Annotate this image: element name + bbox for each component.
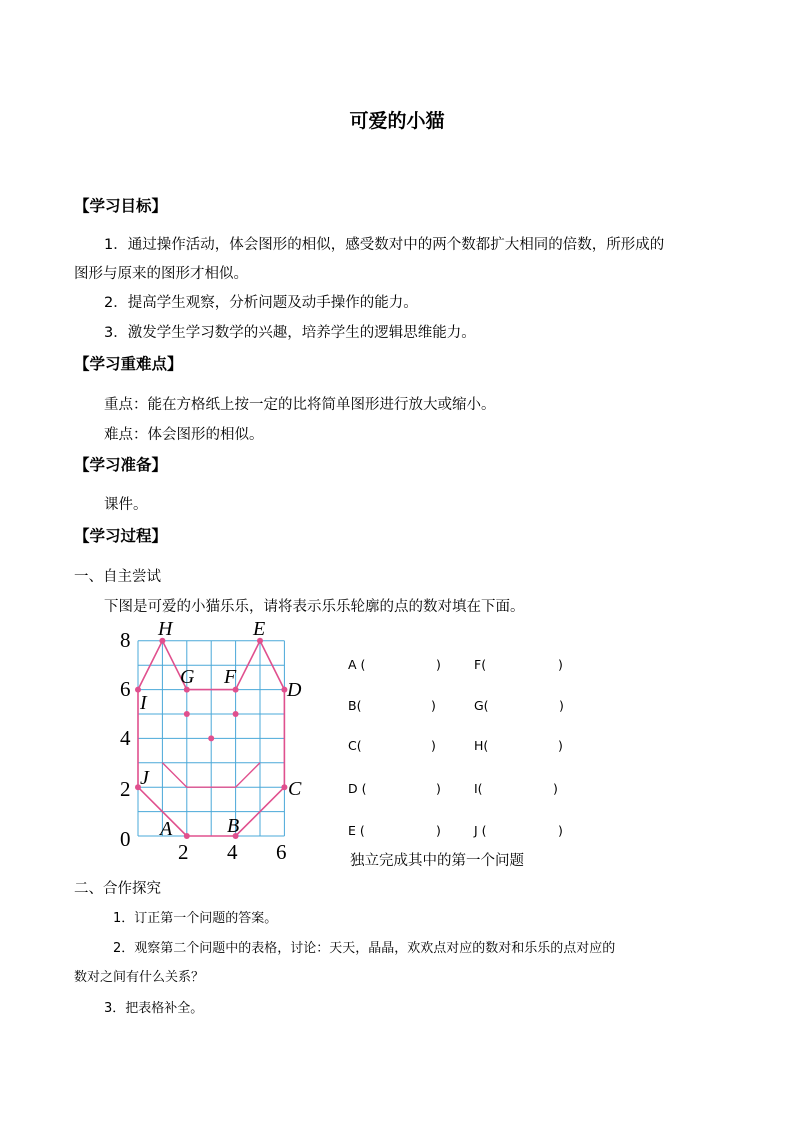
- blank-label-d: D (: [348, 781, 367, 796]
- blank-close: ): [436, 823, 441, 838]
- point-label-b: B: [227, 815, 240, 837]
- blank-close: ): [558, 657, 563, 672]
- blank-close: ): [431, 698, 436, 713]
- cat-point: [184, 711, 190, 717]
- cat-point: [208, 735, 214, 741]
- blank-close: ): [436, 781, 441, 796]
- point-label-d: D: [287, 679, 302, 701]
- blank-close: ): [436, 657, 441, 672]
- blank-label-a: A (: [348, 657, 366, 672]
- cat-point: [184, 833, 190, 839]
- key-points-header: 【学习重难点】: [74, 355, 183, 373]
- y-tick-label: 8: [120, 628, 131, 652]
- difficult-point-text: 难点：体会图形的相似。: [104, 427, 264, 443]
- y-tick-label: 0: [120, 827, 131, 851]
- blank-close: ): [431, 738, 436, 753]
- goals-header: 【学习目标】: [74, 197, 168, 215]
- point-label-g: G: [180, 666, 195, 688]
- process-header: 【学习过程】: [74, 527, 168, 545]
- cat-point: [233, 711, 239, 717]
- y-tick-label: 4: [120, 726, 131, 750]
- point-label-c: C: [288, 778, 302, 800]
- part2-item-2: 2．观察第二个问题中的表格，讨论：天天，晶晶，欢欢点对应的数对和乐乐的点对应的: [113, 941, 616, 956]
- blank-label-j: J (: [474, 823, 487, 838]
- preparation-header: 【学习准备】: [74, 456, 168, 474]
- blank-label-c: C(: [348, 738, 362, 753]
- part1-title: 一、自主尝试: [74, 569, 161, 585]
- blank-label-e: E (: [348, 823, 365, 838]
- part2-item-1: 1．订正第一个问题的答案。: [113, 911, 278, 926]
- blank-label-i: I(: [474, 781, 483, 796]
- point-label-a: A: [160, 818, 173, 840]
- page-title: 可爱的小猫: [349, 110, 445, 132]
- point-label-e: E: [253, 618, 266, 640]
- part2-title: 二、合作探究: [74, 881, 161, 897]
- x-tick-label: 4: [227, 840, 238, 862]
- cat-grid-figure: [112, 614, 322, 862]
- blank-close: ): [558, 738, 563, 753]
- part2-item-2-cont: 数对之间有什么关系？: [74, 970, 205, 985]
- goal-item-1: 1．通过操作活动，体会图形的相似，感受数对中的两个数都扩大相同的倍数，所形成的: [104, 237, 665, 253]
- blank-label-b: B(: [348, 698, 362, 713]
- x-tick-label: 2: [178, 840, 189, 862]
- point-label-h: H: [158, 618, 173, 640]
- cat-grid-svg: [112, 614, 322, 862]
- point-label-j: J: [140, 767, 149, 789]
- y-tick-label: 6: [120, 677, 131, 701]
- cat-point: [281, 784, 287, 790]
- part2-item-3: 3．把表格补全。: [104, 1001, 204, 1016]
- grid-caption: 独立完成其中的第一个问题: [350, 853, 524, 869]
- blank-close: ): [559, 698, 564, 713]
- blank-close: ): [553, 781, 558, 796]
- part1-text: 下图是可爱的小猫乐乐，请将表示乐乐轮廓的点的数对填在下面。: [104, 599, 525, 615]
- blank-close: ): [558, 823, 563, 838]
- x-tick-label: 6: [276, 840, 287, 862]
- preparation-text: 课件。: [104, 497, 148, 513]
- goal-item-3: 3．激发学生学习数学的兴趣，培养学生的逻辑思维能力。: [104, 325, 476, 341]
- point-label-f: F: [224, 666, 237, 688]
- goal-item-1-cont: 图形与原来的图形才相似。: [74, 266, 248, 282]
- y-tick-label: 2: [120, 777, 131, 801]
- point-label-i: I: [140, 692, 147, 714]
- goal-item-2: 2．提高学生观察，分析问题及动手操作的能力。: [104, 295, 418, 311]
- blank-label-f: F(: [474, 657, 487, 672]
- key-point-text: 重点：能在方格纸上按一定的比将简单图形进行放大或缩小。: [104, 397, 496, 413]
- blank-label-g: G(: [474, 698, 489, 713]
- blank-label-h: H(: [474, 738, 489, 753]
